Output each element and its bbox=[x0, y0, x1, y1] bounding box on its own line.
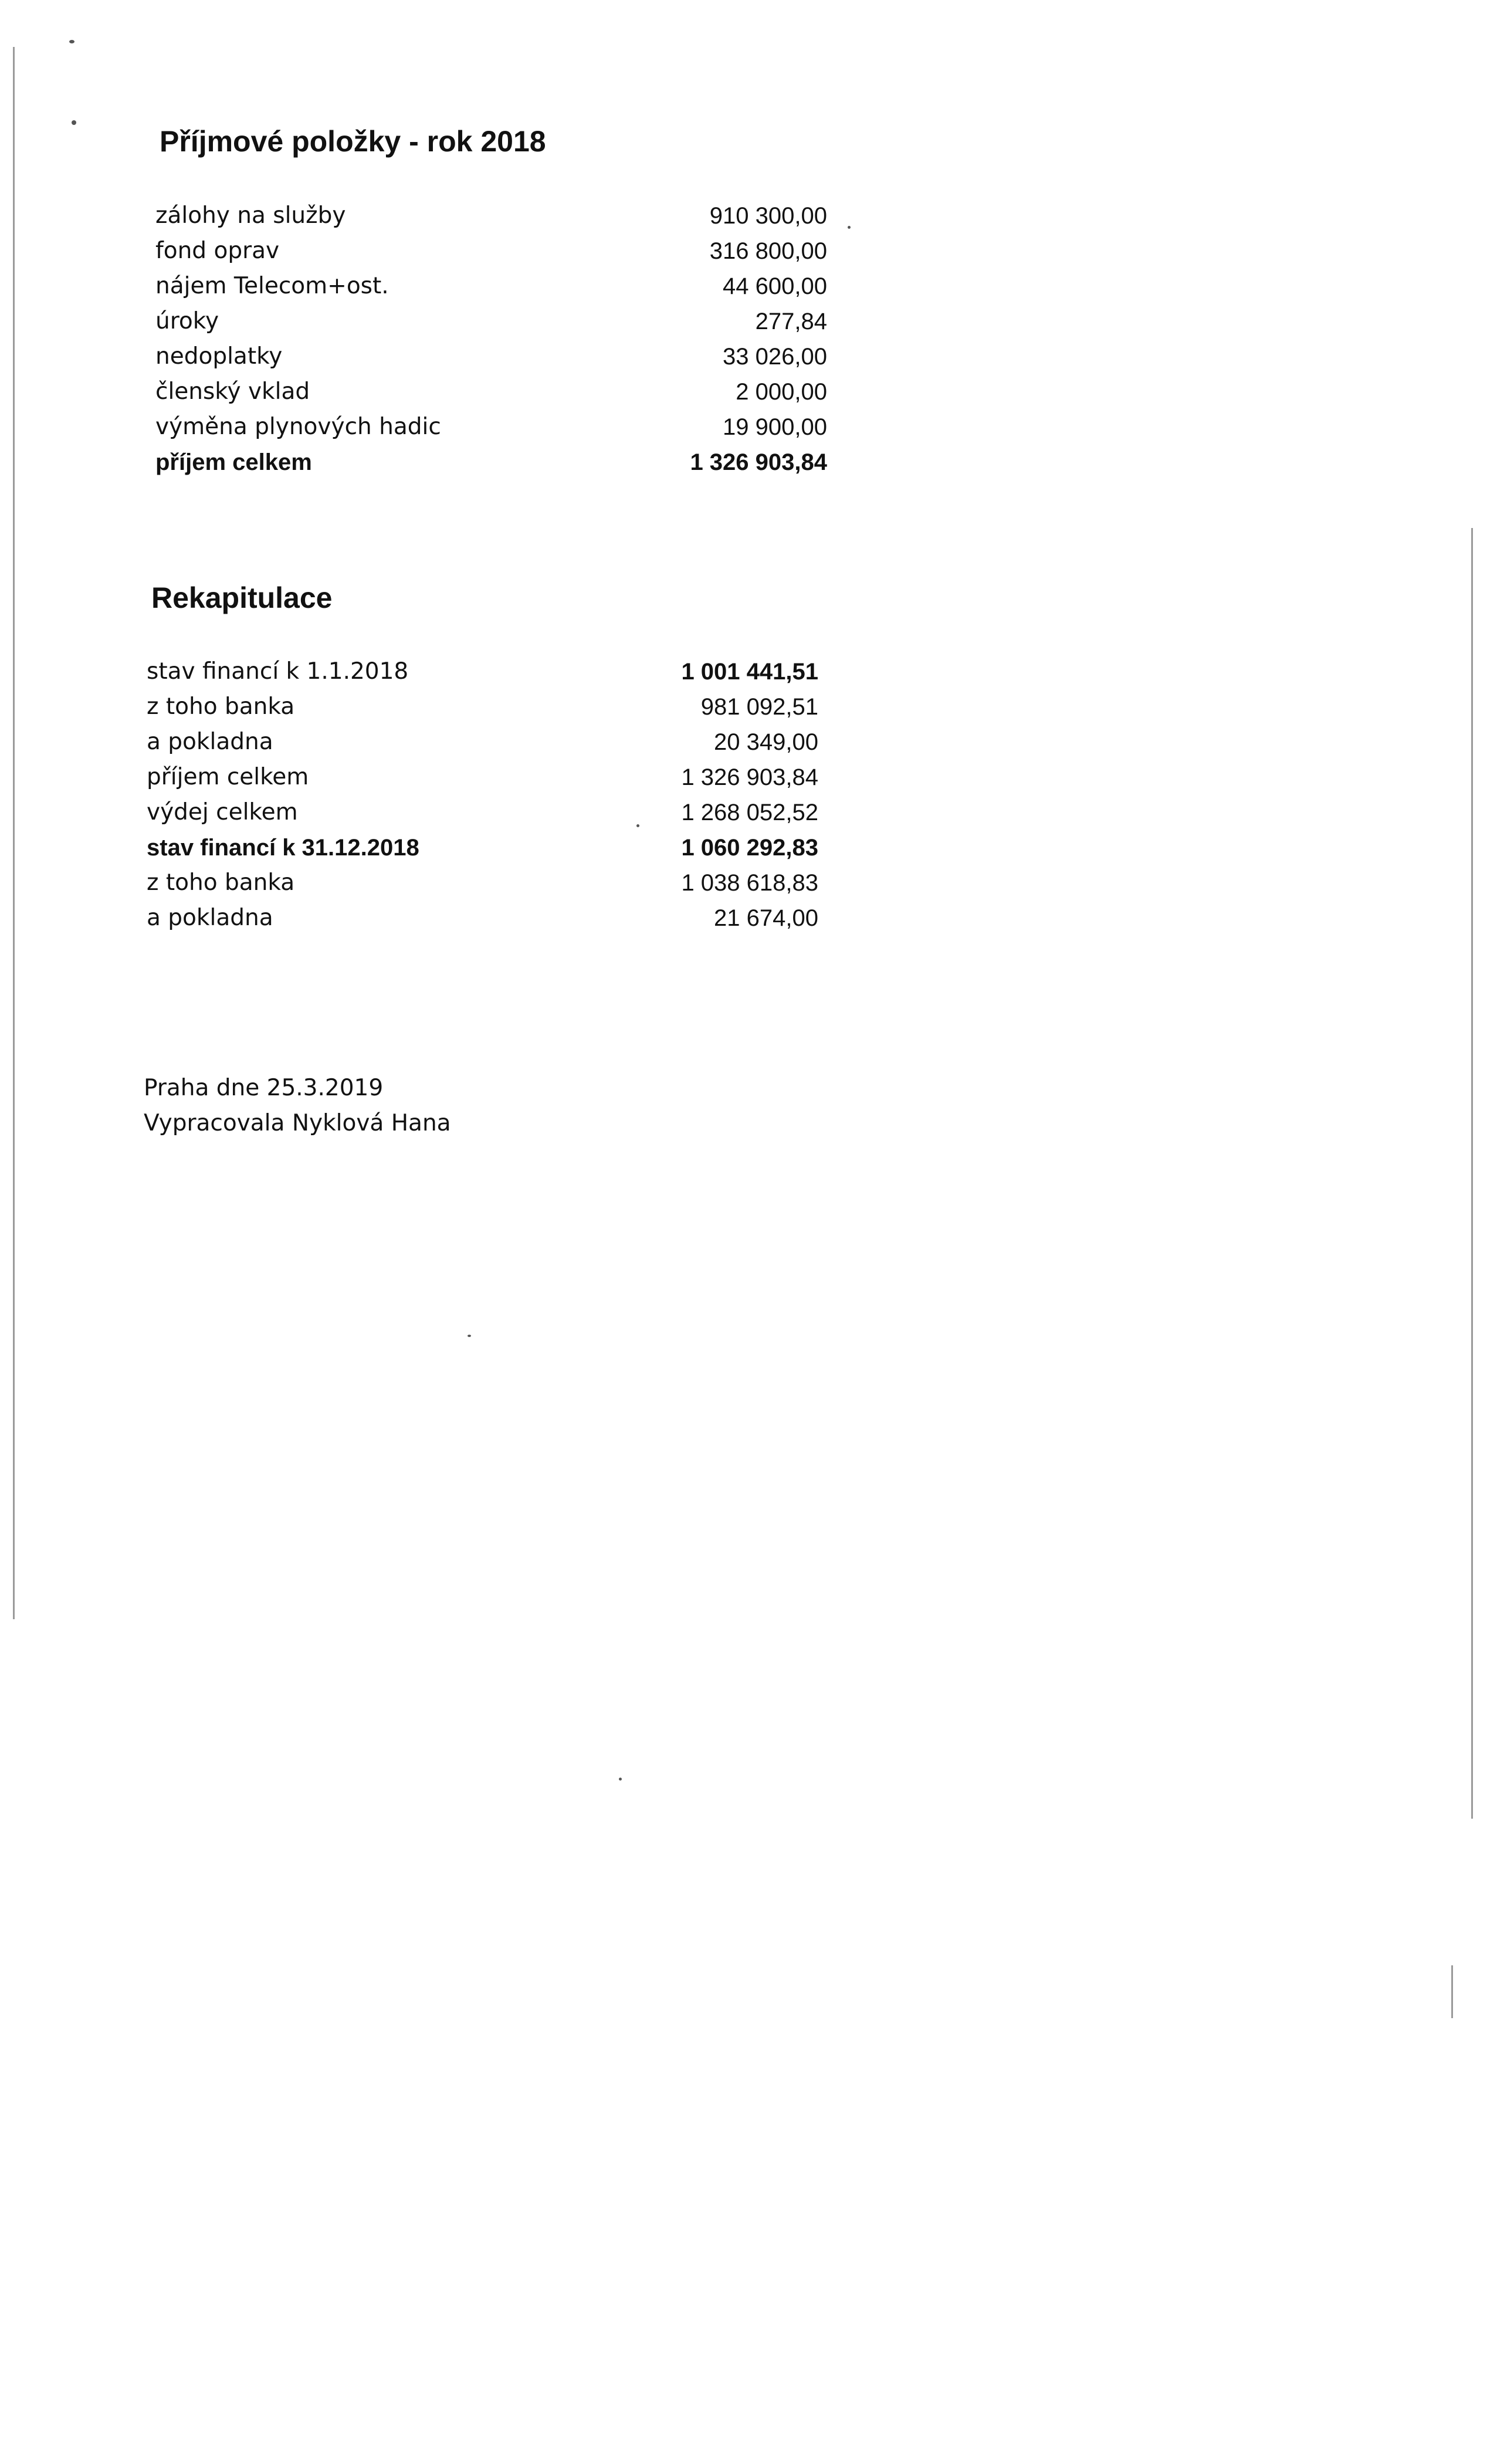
recap-row bbox=[147, 760, 818, 795]
recap-row bbox=[147, 654, 818, 689]
income-row-value: 2 000,00 bbox=[736, 379, 827, 405]
scan-speck bbox=[72, 120, 76, 125]
income-row bbox=[155, 409, 827, 445]
document-footer bbox=[144, 1071, 451, 1141]
income-row-label: výměna plynových hadic bbox=[155, 414, 441, 440]
recap-row-label: příjem celkem bbox=[147, 764, 309, 790]
income-row bbox=[155, 339, 827, 374]
income-row-value: 910 300,00 bbox=[709, 203, 827, 229]
prepared-by: Vypracovala Nyklová Hana bbox=[144, 1110, 451, 1136]
recap-row-value: 981 092,51 bbox=[700, 694, 818, 720]
recap-row bbox=[147, 901, 818, 936]
recap-row bbox=[147, 795, 818, 830]
recap-row bbox=[147, 725, 818, 760]
income-row-label: úroky bbox=[155, 308, 219, 334]
recap-row bbox=[147, 689, 818, 725]
scan-speck bbox=[619, 1778, 622, 1781]
recap-row-label: a pokladna bbox=[147, 905, 273, 931]
recap-row-value: 1 001 441,51 bbox=[681, 659, 818, 685]
recap-row-label: a pokladna bbox=[147, 729, 273, 755]
income-row-value: 277,84 bbox=[755, 309, 827, 334]
income-row bbox=[155, 198, 827, 233]
income-row-label: fond oprav bbox=[155, 238, 280, 264]
income-row bbox=[155, 304, 827, 339]
recap-row-value: 1 268 052,52 bbox=[681, 800, 818, 825]
income-row-label: zálohy na služby bbox=[155, 202, 346, 229]
recap-row-value: 21 674,00 bbox=[714, 905, 818, 931]
income-total-row bbox=[155, 445, 827, 480]
recap-row-value: 1 326 903,84 bbox=[681, 764, 818, 790]
income-row-value: 44 600,00 bbox=[723, 273, 827, 299]
recap-table bbox=[147, 654, 818, 936]
recap-row-label: stav financí k 1.1.2018 bbox=[147, 658, 409, 685]
scan-speck bbox=[468, 1335, 471, 1337]
recap-row-value: 20 349,00 bbox=[714, 729, 818, 755]
scan-speck bbox=[69, 40, 74, 43]
recap-row-label: z toho banka bbox=[147, 693, 295, 720]
recap-balance-value: 1 060 292,83 bbox=[681, 835, 818, 861]
scan-edge-right bbox=[1471, 528, 1473, 1819]
recap-section-title: Rekapitulace bbox=[151, 581, 333, 614]
recap-row-label: výdej celkem bbox=[147, 799, 298, 825]
income-row-value: 316 800,00 bbox=[709, 238, 827, 264]
scan-speck bbox=[848, 226, 851, 229]
recap-row bbox=[147, 865, 818, 901]
place-date: Praha dne 25.3.2019 bbox=[144, 1075, 384, 1101]
income-row bbox=[155, 269, 827, 304]
scan-edge-left bbox=[13, 47, 15, 1619]
recap-balance-row bbox=[147, 830, 818, 865]
income-row-label: nájem Telecom+ost. bbox=[155, 273, 389, 299]
scan-edge-right-lower bbox=[1451, 1965, 1453, 2018]
income-row-label: členský vklad bbox=[155, 378, 310, 405]
income-row-value: 33 026,00 bbox=[723, 344, 827, 370]
income-table bbox=[155, 198, 827, 480]
income-section-title: Příjmové položky - rok 2018 bbox=[160, 125, 546, 158]
income-total-label: příjem celkem bbox=[155, 449, 312, 475]
income-row bbox=[155, 233, 827, 269]
income-total-value: 1 326 903,84 bbox=[690, 449, 827, 475]
recap-row-value: 1 038 618,83 bbox=[681, 870, 818, 896]
income-row bbox=[155, 374, 827, 409]
recap-balance-label: stav financí k 31.12.2018 bbox=[147, 835, 419, 861]
recap-row-label: z toho banka bbox=[147, 869, 295, 896]
income-row-label: nedoplatky bbox=[155, 343, 283, 370]
income-row-value: 19 900,00 bbox=[723, 414, 827, 440]
